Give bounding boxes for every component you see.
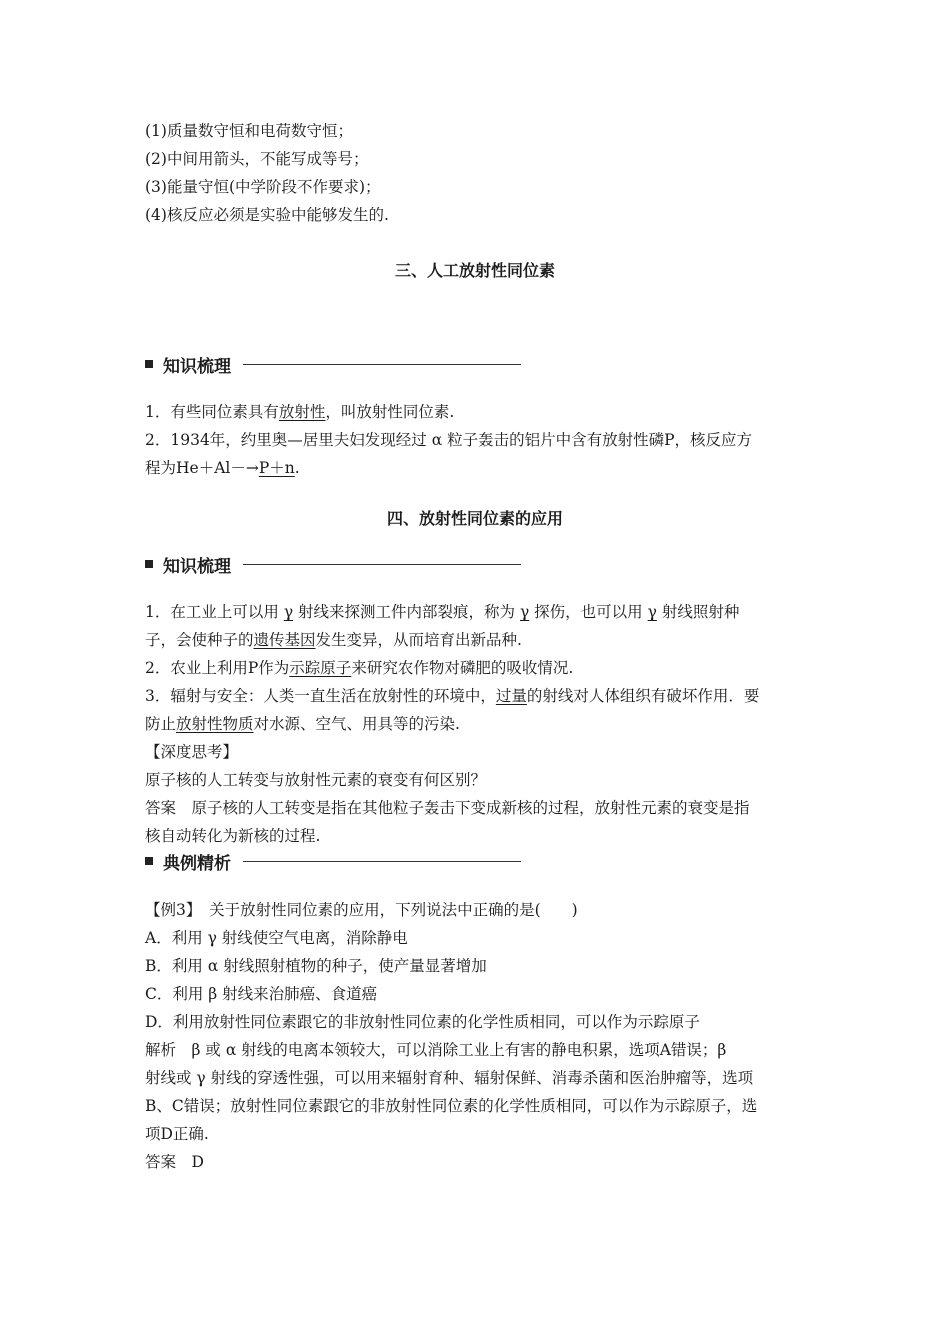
- section-rule: [243, 861, 521, 862]
- blank-answer: 过量: [495, 687, 527, 705]
- square-bullet-icon: [145, 560, 153, 568]
- thinking-answer-line-2: 核自动转化为新核的过程.: [145, 827, 321, 845]
- section-header-knowledge-2: [145, 552, 521, 576]
- blank-answer: P＋n: [258, 459, 295, 477]
- section-header-knowledge-1: [145, 352, 521, 376]
- blank-answer: γ: [519, 603, 530, 621]
- explanation-line-3: B、C错误；放射性同位素跟它的非放射性同位素的化学性质相同，可以作为示踪原子，选: [145, 1097, 758, 1115]
- heading-section-3: 三、人工放射性同位素: [394, 261, 555, 280]
- s3-line-3: 程为He＋Al－→P＋n.: [145, 459, 300, 477]
- blank-answer: 示踪原子: [289, 659, 352, 677]
- example-answer: 答案 D: [145, 1153, 204, 1171]
- option-a: A．利用 γ 射线使空气电离，消除静电: [145, 929, 408, 947]
- section-rule: [243, 364, 521, 365]
- s3-line-1: 1．有些同位素具有放射性，叫放射性同位素.: [145, 403, 455, 421]
- example-question: 【例3】 关于放射性同位素的应用，下列说法中正确的是( ): [145, 901, 578, 919]
- section-title: 知识梳理: [163, 556, 231, 577]
- s4-line-4: 3．辐射与安全：人类一直生活在放射性的环境中，过量的射线对人体组织有破坏作用．要: [145, 687, 760, 705]
- section-header-examples: [145, 849, 521, 873]
- section-title: 知识梳理: [163, 356, 231, 377]
- rule-line-3: (3)能量守恒(中学阶段不作要求)；: [145, 178, 381, 196]
- s4-line-2: 子，会使种子的遗传基因发生变异，从而培育出新品种.: [145, 631, 522, 649]
- thinking-answer-line-1: 答案 原子核的人工转变是指在其他粒子轰击下变成新核的过程，放射性元素的衰变是指: [145, 799, 750, 817]
- option-c: C．利用 β 射线来治肺癌、食道癌: [145, 985, 378, 1003]
- s4-line-3: 2．农业上利用P作为示踪原子来研究农作物对磷肥的吸收情况.: [145, 659, 574, 677]
- blank-answer: 放射性: [278, 403, 326, 421]
- rule-line-4: (4)核反应必须是实验中能够发生的.: [145, 206, 389, 224]
- blank-answer: γ: [283, 603, 294, 621]
- square-bullet-icon: [145, 360, 153, 368]
- deep-thinking-label: 【深度思考】: [145, 743, 239, 761]
- s4-line-5: 防止放射性物质对水源、空气、用具等的污染.: [145, 715, 460, 733]
- thinking-question: 原子核的人工转变与放射性元素的衰变有何区别？: [145, 771, 487, 789]
- explanation-line-4: 项D正确.: [145, 1125, 209, 1143]
- option-b: B．利用 α 射线照射植物的种子，使产量显著增加: [145, 957, 487, 975]
- rule-line-2: (2)中间用箭头，不能写成等号；: [145, 150, 369, 168]
- explanation-line-2: 射线或 γ 射线的穿透性强，可以用来辐射育种、辐射保鲜、消毒杀菌和医治肿瘤等，选项: [145, 1069, 754, 1087]
- section-rule: [243, 564, 521, 565]
- section-title: 典例精析: [163, 853, 231, 874]
- option-d: D．利用放射性同位素跟它的非放射性同位素的化学性质相同，可以作为示踪原子: [145, 1013, 700, 1031]
- blank-answer: 遗传基因: [253, 631, 316, 649]
- blank-answer: γ: [647, 603, 657, 621]
- s4-line-1: 1．在工业上可以用 γ 射线来探测工件内部裂痕，称为 γ 探伤，也可以用 γ 射线照射种: [145, 603, 740, 621]
- s3-line-2: 2．1934年，约里奥—居里夫妇发现经过 α 粒子轰击的铝片中含有放射性磷P，核反应方: [145, 431, 753, 449]
- heading-section-4: 四、放射性同位素的应用: [386, 509, 563, 528]
- blank-answer: 放射性物质: [176, 715, 254, 733]
- explanation-line-1: 解析 β 或 α 射线的电离本领较大，可以消除工业上有害的静电积累，选项A错误；β: [145, 1041, 727, 1059]
- rule-line-1: (1)质量数守恒和电荷数守恒；: [145, 122, 353, 140]
- square-bullet-icon: [145, 857, 153, 865]
